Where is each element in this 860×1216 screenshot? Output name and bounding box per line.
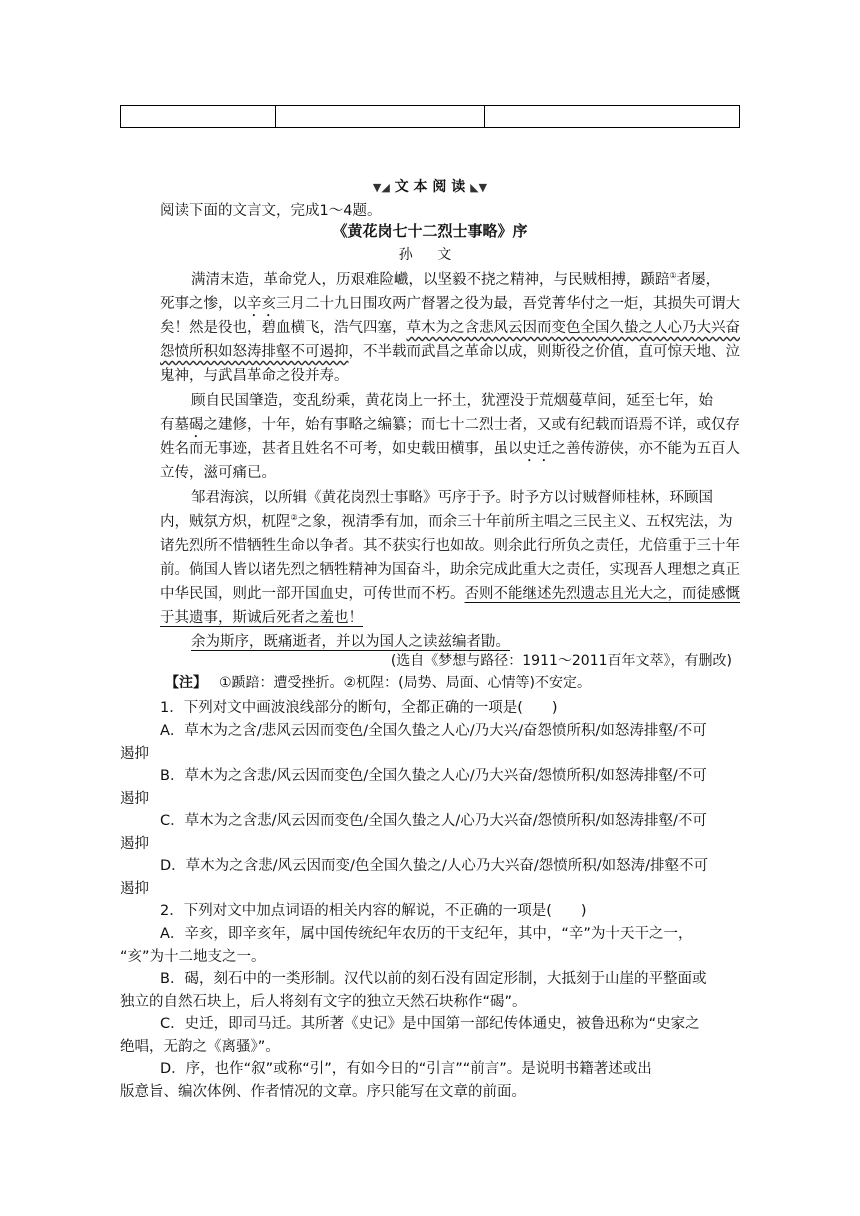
p3-line-4: 前。倘国人皆以诸先烈之牺牲精神为国奋斗，助余完成此重大之责任，实现吾人理想之真正 bbox=[160, 562, 740, 578]
text: 者屡， bbox=[676, 272, 721, 288]
empty-table-row bbox=[120, 105, 740, 128]
wavy-underlined-text: 怨愤所积如怒涛排壑不可遏抑 bbox=[160, 344, 349, 360]
q1-option-a-cont: 遏抑 bbox=[120, 746, 149, 762]
p3-line-3: 诸先烈所不惜牺牲生命以争者。其不获实行也如故。则余此行所负之责任，尤倍重于三十年 bbox=[160, 538, 740, 554]
triangle-decoration-icon: ▼◢ bbox=[372, 181, 390, 194]
dotted-term: 史迁 bbox=[522, 441, 552, 457]
q2-option-a-cont: “亥”为十二地支之一。 bbox=[120, 949, 266, 965]
p3-line-6 bbox=[160, 606, 363, 627]
q2-option-b-cont: 独立的自然石块上，后人将刻有文字的独立天然石块称作“碣”。 bbox=[120, 994, 527, 1010]
text: 之建修，十年，始有事略之编纂；而七十二烈士者，又或有纪载而语焉不详，或仅存 bbox=[203, 417, 740, 433]
instruction: 阅读下面的文言文，完成1～4题。 bbox=[160, 203, 382, 219]
text: 内，贼氛方炽，杌陧 bbox=[160, 514, 291, 530]
table-cell bbox=[485, 106, 739, 127]
p3-line-1: 邹君海滨，以所辑《黄花岗烈士事略》丐序于予。时予方以讨贼督师桂林，环顾国 bbox=[191, 490, 713, 506]
underlined-text: 否则不能继述先烈遗志且光大之，而徒感慨 bbox=[464, 586, 740, 602]
table-cell bbox=[276, 106, 485, 127]
section-heading-text: 文 本 阅 读 bbox=[394, 179, 466, 195]
text: 有墓 bbox=[160, 417, 189, 433]
q2-option-c: C．史迁，即司马迁。其所著《史记》是中国第一部纪传体通史，被鲁迅称为“史家之 bbox=[160, 1016, 700, 1032]
table-cell bbox=[121, 106, 276, 127]
q2-option-c-cont: 绝唱，无韵之《离骚》”。 bbox=[120, 1039, 280, 1055]
passage-title: 《黄花岗七十二烈士事略》序 bbox=[332, 222, 528, 240]
passage-author: 孙 文 bbox=[398, 247, 462, 263]
p1-line-3 bbox=[160, 316, 740, 337]
text: 满清末造，革命党人，历艰难险巇，以坚毅不挠之精神，与民贼相搏，踬踣 bbox=[191, 272, 670, 288]
footnote-mark: ② bbox=[290, 513, 298, 523]
p2-line-4: 立传，滋可痛已。 bbox=[160, 465, 276, 481]
q2-option-d: D．序，也作“叙”或称“引”，有如今日的“引言”“前言”。是说明书籍著述或出 bbox=[160, 1061, 652, 1077]
p1-line-5: 鬼神，与武昌革命之役并寿。 bbox=[160, 368, 349, 384]
q2-option-b: B．碣，刻石中的一类形制。汉代以前的刻石没有固定形制，大抵刻于山崖的平整面或 bbox=[160, 971, 707, 987]
footnote-mark: ① bbox=[669, 271, 677, 281]
q1-option-a: A．草木为之含/悲风云因而变色/全国久蛰之人心/乃大兴/奋怨愤所积/如怒涛排壑/不可 bbox=[160, 723, 707, 739]
q1-option-b: B．草木为之含悲/风云因而变色/全国久蛰之人心/乃大兴奋/怨愤所积/如怒涛排壑/不可 bbox=[160, 768, 707, 784]
text: ，不半载而武昌之革命以成，则斯役之价值，直可惊天地、泣 bbox=[348, 344, 740, 360]
underlined-text: 于其遗事，斯诚后死者之羞也！ bbox=[160, 610, 363, 626]
text: 姓名而无事迹，甚者且姓名不可考，如史载田横事，虽以 bbox=[160, 441, 523, 457]
text: 之象，视清季有加，而余三十年前所主唱之三民主义、五权宪法，为 bbox=[297, 514, 733, 530]
dotted-term: 辛亥 bbox=[247, 296, 276, 312]
text: 三月二十九日围攻两广督署之役为最，吾党菁华付之一炬，其损失可谓大 bbox=[276, 296, 740, 312]
text: 中华民国，则此一部开国血史，可传世而不朽。 bbox=[160, 586, 465, 602]
section-heading bbox=[0, 176, 860, 196]
p4-line bbox=[191, 630, 510, 651]
triangle-decoration-icon: ◣▼ bbox=[470, 181, 488, 194]
q1-option-d: D．草木为之含悲/风云因而变/色全国久蛰之/人心乃大兴奋/怨愤所积/如怒涛/排壑不可 bbox=[160, 858, 708, 874]
q1-option-c: C．草木为之含悲/风云因而变色/全国久蛰之人/心乃大兴奋/怨愤所积/如怒涛排壑/不可 bbox=[160, 813, 707, 829]
text: 矣！然是役也，碧血横飞，浩气四塞， bbox=[160, 320, 407, 336]
q1-option-b-cont: 遏抑 bbox=[120, 791, 149, 807]
notes bbox=[165, 672, 591, 692]
note-label: 【注】 bbox=[165, 675, 207, 691]
question-2-stem: 2．下列对文中加点词语的相关内容的解说，不正确的一项是( ) bbox=[160, 903, 587, 919]
q2-option-a: A．辛亥，即辛亥年，属中国传统纪年农历的干支纪年，其中，“辛”为十天干之一， bbox=[160, 926, 693, 942]
underlined-text: 余为斯序，既痛逝者，并以为国人之读兹编者勖。 bbox=[191, 634, 510, 650]
source-citation: (选自《梦想与路径：1911～2011百年文萃》，有删改) bbox=[390, 653, 732, 669]
wavy-underlined-text: 草木为之含悲风云因而变色全国久蛰之人心乃大兴奋 bbox=[406, 320, 740, 336]
question-1-stem: 1．下列对文中画波浪线部分的断句，全都正确的一项是( ) bbox=[160, 700, 558, 716]
text: 死事之惨，以 bbox=[160, 296, 247, 312]
q1-option-c-cont: 遏抑 bbox=[120, 836, 149, 852]
p1-line-1 bbox=[191, 268, 720, 289]
text: 之善传游侠，亦不能为五百人 bbox=[551, 441, 740, 457]
dotted-term: 碣 bbox=[189, 417, 204, 433]
note-text: ①踬踣：遭受挫折。②杌陧：(局势、局面、心情等)不安定。 bbox=[219, 675, 592, 691]
p1-line-4 bbox=[160, 340, 740, 361]
q2-option-d-cont: 版意旨、编次体例、作者情况的文章。序只能写在文章的前面。 bbox=[120, 1084, 526, 1100]
p3-line-2 bbox=[160, 510, 733, 531]
p2-line-1: 顾自民国肇造，变乱纷乘，黄花岗上一抔土，犹湮没于荒烟蔓草间，延至七年，始 bbox=[191, 393, 713, 409]
q1-option-d-cont: 遏抑 bbox=[120, 881, 149, 897]
p3-line-5 bbox=[160, 582, 740, 603]
